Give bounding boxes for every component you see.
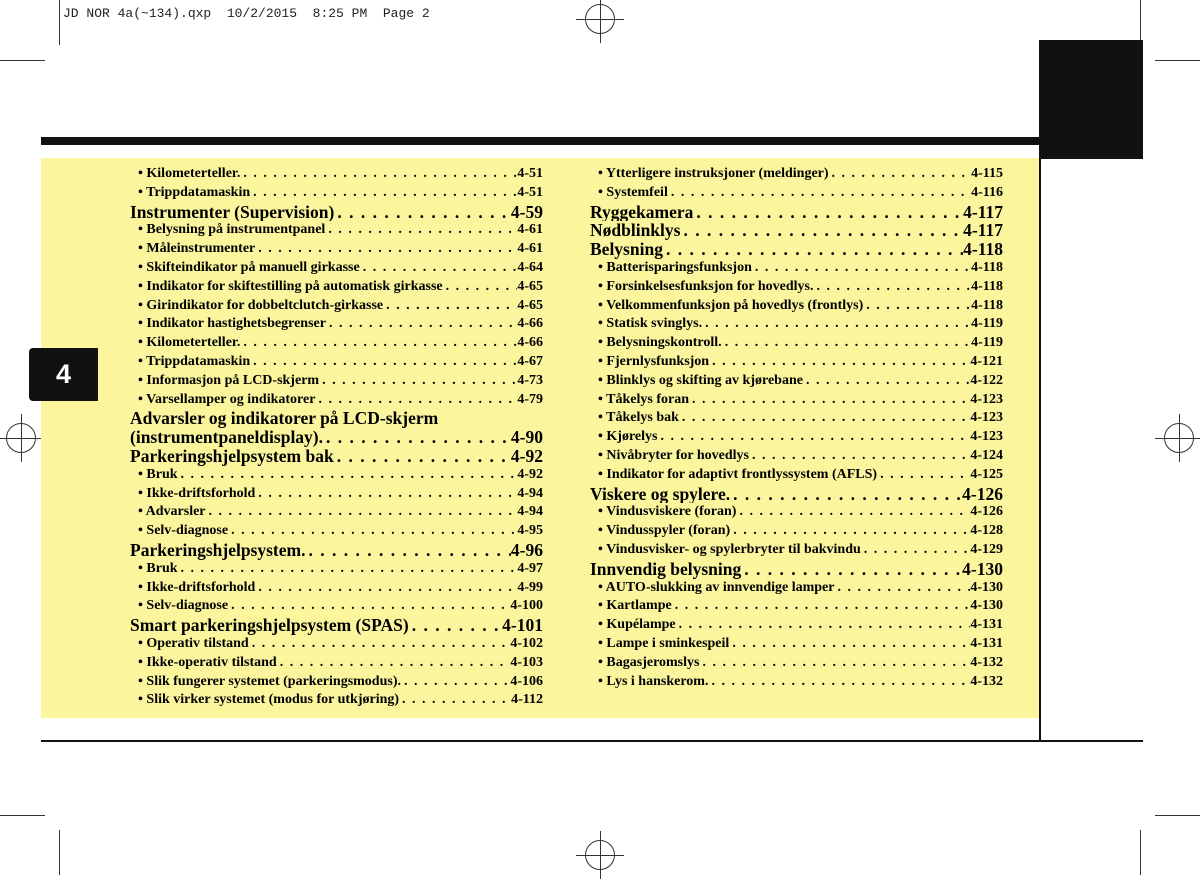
toc-entry-page: 4-66 (517, 335, 543, 351)
toc-entry-label: Smart parkeringshjelpsystem (SPAS) (130, 616, 409, 635)
toc-entry (130, 221, 543, 240)
toc-entry-page: 4-131 (970, 617, 1003, 633)
toc-entry-page: 4-103 (510, 654, 543, 670)
toc-entry-label: • Blinklys og skifting av kjørebane (598, 372, 803, 388)
dot-leader (249, 635, 511, 654)
toc-entry-page: 4-116 (971, 184, 1003, 200)
dot-leader (803, 372, 970, 391)
dot-leader (877, 466, 970, 485)
toc-entry (590, 673, 1003, 692)
dot-leader (730, 522, 970, 541)
toc-entry-page: 4-97 (517, 560, 543, 576)
toc-entry-label: • Lys i hanskerom. (598, 673, 709, 689)
toc-entry-page: 4-119 (971, 335, 1003, 351)
crop-mark (1140, 830, 1141, 875)
toc-entry-page: 4-94 (517, 504, 543, 520)
toc-entry (590, 541, 1003, 560)
toc-entry-label: • Varsellamper og indikatorer (138, 391, 316, 407)
toc-entry-label: • Kilometerteller. (138, 166, 241, 181)
dot-leader (255, 579, 517, 598)
dot-leader (178, 560, 518, 579)
toc-entry-label: • Vindusvisker- og spylerbryter til bakvindu (598, 541, 861, 557)
toc-entry-page: 4-61 (517, 222, 543, 238)
crop-mark (1140, 0, 1141, 45)
dot-leader (319, 372, 517, 391)
dot-leader (813, 278, 971, 297)
toc-entry (130, 597, 543, 616)
crop-mark (0, 815, 45, 816)
toc-entry-page: 4-101 (502, 616, 543, 635)
toc-entry (130, 654, 543, 673)
dot-leader (277, 654, 511, 673)
toc-entry (130, 541, 543, 560)
toc-entry-page: 4-102 (510, 635, 543, 651)
toc-entry (590, 597, 1003, 616)
toc-entry (590, 221, 1003, 240)
toc-left-column (130, 165, 543, 710)
toc-entry-label: (instrumentpaneldisplay). (130, 428, 324, 447)
toc-entry (130, 691, 543, 710)
toc-entry (130, 278, 543, 297)
toc-entry (130, 635, 543, 654)
toc-entry-label: • Selv-diagnose (138, 598, 229, 614)
print-header: JD NOR 4a(~134).qxp 10/2/2015 8:25 PM Page 2 (63, 6, 430, 21)
toc-entry-page: 4-92 (510, 446, 543, 466)
crop-mark (59, 830, 60, 875)
toc-entry-page: 4-117 (963, 202, 1003, 222)
toc-entry-page: 4-129 (970, 541, 1003, 557)
toc-entry-page: 4-128 (970, 523, 1003, 539)
dot-leader (676, 616, 971, 635)
toc-entry (130, 579, 543, 598)
toc-entry (130, 409, 543, 428)
toc-entry-label: • Batterisparingsfunksjon (598, 259, 752, 275)
toc-entry-page: 4-51 (517, 184, 543, 200)
crop-mark (1155, 815, 1200, 816)
dot-leader (729, 635, 970, 654)
toc-entry (590, 165, 1003, 184)
dot-leader (401, 673, 510, 692)
toc-entry-page: 4-126 (970, 504, 1003, 520)
toc-entry (130, 165, 543, 184)
toc-entry-page: 4-115 (971, 166, 1003, 181)
toc-entry-page: 4-121 (970, 353, 1003, 369)
toc-entry-page: 4-123 (970, 391, 1003, 407)
toc-entry (130, 353, 543, 372)
dot-leader (736, 503, 970, 522)
dot-leader (749, 447, 970, 466)
dot-leader (668, 184, 971, 203)
toc-entry-label: Viskere og spylere. (590, 484, 731, 504)
toc-entry-label: • Tåkelys bak (598, 410, 679, 426)
toc-entry-label: • Nivåbryter for hovedlys (598, 447, 749, 463)
toc-entry-label: • Trippdatamaskin (138, 184, 251, 200)
dot-leader (409, 616, 502, 635)
toc-entry-label: • Vindusviskere (foran) (598, 504, 737, 520)
toc-entry-label: • Ytterligere instruksjoner (meldinger) (598, 166, 829, 181)
toc-entry-label: • Systemfeil (598, 184, 668, 200)
dot-leader (741, 560, 962, 579)
toc-entry-label: • Ikke-driftsforhold (138, 579, 256, 595)
toc-entry (130, 485, 543, 504)
toc-entry-label: • Forsinkelsesfunksjon for hovedlys. (598, 278, 814, 294)
toc-entry-page: 4-122 (970, 372, 1003, 388)
toc-entry-label: • Kilometerteller. (138, 335, 241, 351)
chapter-tab: 4 (29, 348, 98, 401)
toc-entry-label: Parkeringshjelpsystem bak (130, 446, 334, 466)
toc-entry-page: 4-131 (970, 635, 1003, 651)
toc-entry-label: • Slik virker systemet (modus for utkjøring) (138, 692, 400, 708)
toc-entry-page: 4-95 (517, 523, 543, 539)
dot-leader (708, 673, 970, 692)
dot-leader (383, 297, 517, 316)
dot-leader (443, 278, 518, 297)
dot-leader (228, 597, 510, 616)
dot-leader (702, 315, 971, 334)
dot-leader (255, 240, 517, 259)
dot-leader (709, 353, 970, 372)
toc-entry (590, 203, 1003, 222)
dot-leader (834, 579, 970, 598)
toc-entry (130, 560, 543, 579)
toc-entry-label: • Statisk svinglys. (598, 316, 703, 332)
toc-entry (130, 203, 543, 222)
dot-leader (228, 522, 517, 541)
dot-leader (689, 391, 970, 410)
toc-entry-page: 4-117 (963, 221, 1003, 241)
toc-entry-label: • Velkommenfunksjon på hovedlys (frontlys) (598, 297, 864, 313)
toc-entry-page: 4-112 (511, 692, 543, 708)
toc-entry-page: 4-123 (970, 429, 1003, 445)
toc-entry-page: 4-79 (517, 391, 543, 407)
dot-leader (240, 334, 517, 353)
dot-leader (240, 165, 517, 184)
toc-entry (130, 240, 543, 259)
toc-entry-page: 4-92 (517, 466, 543, 482)
toc-entry-page: 4-126 (962, 484, 1003, 504)
toc-entry-label: • Måleinstrumenter (138, 241, 256, 257)
toc-entry-label: • Indikator for adaptivt frontlyssystem (AFLS) (598, 466, 878, 482)
dot-leader (250, 184, 517, 203)
toc-entry-page: 4-125 (970, 466, 1003, 482)
toc-entry-label: • Ikke-driftsforhold (138, 485, 256, 501)
toc-entry (590, 184, 1003, 203)
dot-leader (680, 221, 963, 240)
registration-mark-icon (585, 840, 615, 870)
toc-entry-label: • Bagasjeromslys (598, 654, 700, 670)
toc-entry-label: • Fjernlysfunksjon (598, 353, 710, 369)
toc-entry-label: Parkeringshjelpsystem. (130, 540, 306, 560)
toc-entry (130, 616, 543, 635)
toc-entry (590, 334, 1003, 353)
toc-entry (130, 503, 543, 522)
dot-leader (679, 409, 970, 428)
toc-entry-page: 4-65 (517, 278, 543, 294)
toc-entry (130, 372, 543, 391)
toc-entry-label: • Skifteindikator på manuell girkasse (138, 259, 360, 275)
toc-entry (590, 409, 1003, 428)
toc-entry-page: 4-66 (517, 316, 543, 332)
dot-leader (722, 334, 971, 353)
toc-entry-label: Innvendig belysning (590, 559, 742, 579)
toc-entry (590, 485, 1003, 504)
toc-entry-label: Instrumenter (Supervision) (130, 202, 335, 222)
toc-entry-label: • Indikator for skiftestilling på automatisk girkasse (138, 278, 443, 294)
toc-entry-label: • Lampe i sminkespeil (598, 635, 730, 651)
toc-entry-page: 4-130 (970, 598, 1003, 614)
dot-leader (255, 485, 517, 504)
toc-entry-page: 4-123 (970, 410, 1003, 426)
toc-entry (590, 259, 1003, 278)
toc-entry-label: • Tåkelys foran (598, 391, 689, 407)
toc-entry-label: • Indikator hastighetsbegrenser (138, 316, 326, 332)
toc-entry (130, 522, 543, 541)
dot-leader (315, 391, 517, 410)
toc-entry-label: • Bruk (138, 560, 178, 576)
toc-entry-label: • Slik fungerer systemet (parkeringsmodus). (138, 673, 401, 689)
toc-entry (130, 259, 543, 278)
registration-mark-icon (6, 423, 36, 453)
toc-entry-label: • AUTO-slukking av innvendige lamper (598, 579, 835, 595)
dot-leader (360, 259, 518, 278)
toc-entry (130, 334, 543, 353)
toc-entry-page: 4-64 (517, 259, 543, 275)
toc-entry-page: 4-96 (510, 540, 543, 560)
toc-entry (590, 654, 1003, 673)
registration-mark-icon (585, 4, 615, 34)
toc-entry-page: 4-130 (962, 559, 1003, 579)
toc-entry-page: 4-73 (517, 372, 543, 388)
toc-entry (590, 466, 1003, 485)
toc-entry-label: Ryggekamera (590, 202, 694, 222)
toc-entry-page: 4-51 (517, 166, 543, 181)
toc-entry-page: 4-130 (970, 579, 1003, 595)
dot-leader (399, 691, 511, 710)
toc-entry-label: • Ikke-operativ tilstand (138, 654, 277, 670)
toc-entry (130, 466, 543, 485)
toc-entry (130, 673, 543, 692)
crop-mark (1155, 60, 1200, 61)
toc-entry-page: 4-118 (963, 240, 1003, 259)
crop-mark (0, 60, 45, 61)
toc-entry (590, 447, 1003, 466)
toc-entry (590, 428, 1003, 447)
toc-entry-page: 4-65 (517, 297, 543, 313)
dot-leader (861, 541, 971, 560)
header-rule (41, 137, 1143, 145)
toc-entry-label: • Advarsler (138, 504, 206, 520)
toc-entry-label: • Girindikator for dobbeltclutch-girkasse (138, 297, 384, 313)
toc-entry (590, 278, 1003, 297)
toc-entry (130, 391, 543, 410)
toc-entry-label: • Selv-diagnose (138, 523, 229, 539)
dot-leader (863, 297, 971, 316)
toc-entry-label: Belysning (590, 240, 663, 259)
toc-entry (130, 297, 543, 316)
toc-entry (590, 579, 1003, 598)
side-rule (1039, 158, 1041, 740)
toc-entry (590, 391, 1003, 410)
toc-entry-label: Nødblinklys (590, 221, 681, 241)
toc-entry (130, 184, 543, 203)
dot-leader (672, 597, 971, 616)
toc-entry-page: 4-118 (971, 259, 1003, 275)
dot-leader (305, 541, 510, 560)
toc-entry-page: 4-124 (970, 447, 1003, 463)
dot-leader (699, 654, 970, 673)
toc-entry-page: 4-132 (970, 673, 1003, 689)
toc-entry-page: 4-94 (517, 485, 543, 501)
toc-entry (590, 315, 1003, 334)
toc-entry-label: • Belysning på instrumentpanel (138, 222, 326, 238)
toc-entry (590, 353, 1003, 372)
toc-entry (590, 522, 1003, 541)
toc-entry-page: 4-132 (970, 654, 1003, 670)
toc-entry-page: 4-90 (510, 428, 543, 447)
dot-leader (663, 240, 963, 259)
toc-entry-page: 4-61 (517, 241, 543, 257)
toc-entry-page: 4-67 (517, 353, 543, 369)
toc-entry (130, 315, 543, 334)
dot-leader (657, 428, 970, 447)
toc-entry-page: 4-118 (971, 297, 1003, 313)
toc-entry-page: 4-118 (971, 278, 1003, 294)
dot-leader (206, 503, 518, 522)
dot-leader (693, 203, 963, 222)
registration-mark-icon (1164, 423, 1194, 453)
toc-entry (590, 560, 1003, 579)
toc-entry-label: • Belysningskontroll. (598, 335, 722, 351)
toc-entry (590, 635, 1003, 654)
toc-right-column (590, 165, 1003, 691)
toc-entry-label: Advarsler og indikatorer på LCD-skjerm (130, 409, 439, 429)
toc-entry-page: 4-106 (510, 673, 543, 689)
footer-rule (41, 740, 1143, 742)
toc-entry-page: 4-119 (971, 316, 1003, 332)
dot-leader (178, 466, 518, 485)
toc-entry-label: • Trippdatamaskin (138, 353, 251, 369)
toc-entry-label: • Informasjon på LCD-skjerm (138, 372, 320, 388)
toc-entry-label: • Kartlampe (598, 598, 672, 614)
toc-entry (590, 240, 1003, 259)
toc-entry-label: • Operativ tilstand (138, 635, 249, 651)
toc-entry (590, 616, 1003, 635)
toc-entry-page: 4-59 (510, 202, 543, 222)
dot-leader (250, 353, 517, 372)
toc-entry-page: 4-100 (510, 598, 543, 614)
toc-entry-label: • Bruk (138, 466, 178, 482)
toc-entry (590, 503, 1003, 522)
toc-entry (590, 372, 1003, 391)
toc-entry (130, 447, 543, 466)
dot-leader (730, 485, 962, 504)
dot-leader (326, 315, 517, 334)
toc-entry-label: • Vindusspyler (foran) (598, 523, 731, 539)
toc-entry-label: • Kupélampe (598, 617, 676, 633)
toc-entry-label: • Kjørelys (598, 429, 658, 445)
crop-mark (59, 0, 60, 45)
toc-entry (130, 428, 543, 447)
dot-leader (829, 165, 972, 184)
toc-entry-page: 4-99 (517, 579, 543, 595)
dot-leader (323, 428, 511, 447)
dot-leader (325, 221, 517, 240)
dot-leader (752, 259, 971, 278)
toc-entry (590, 297, 1003, 316)
dot-leader (334, 203, 511, 222)
dot-leader (334, 447, 511, 466)
